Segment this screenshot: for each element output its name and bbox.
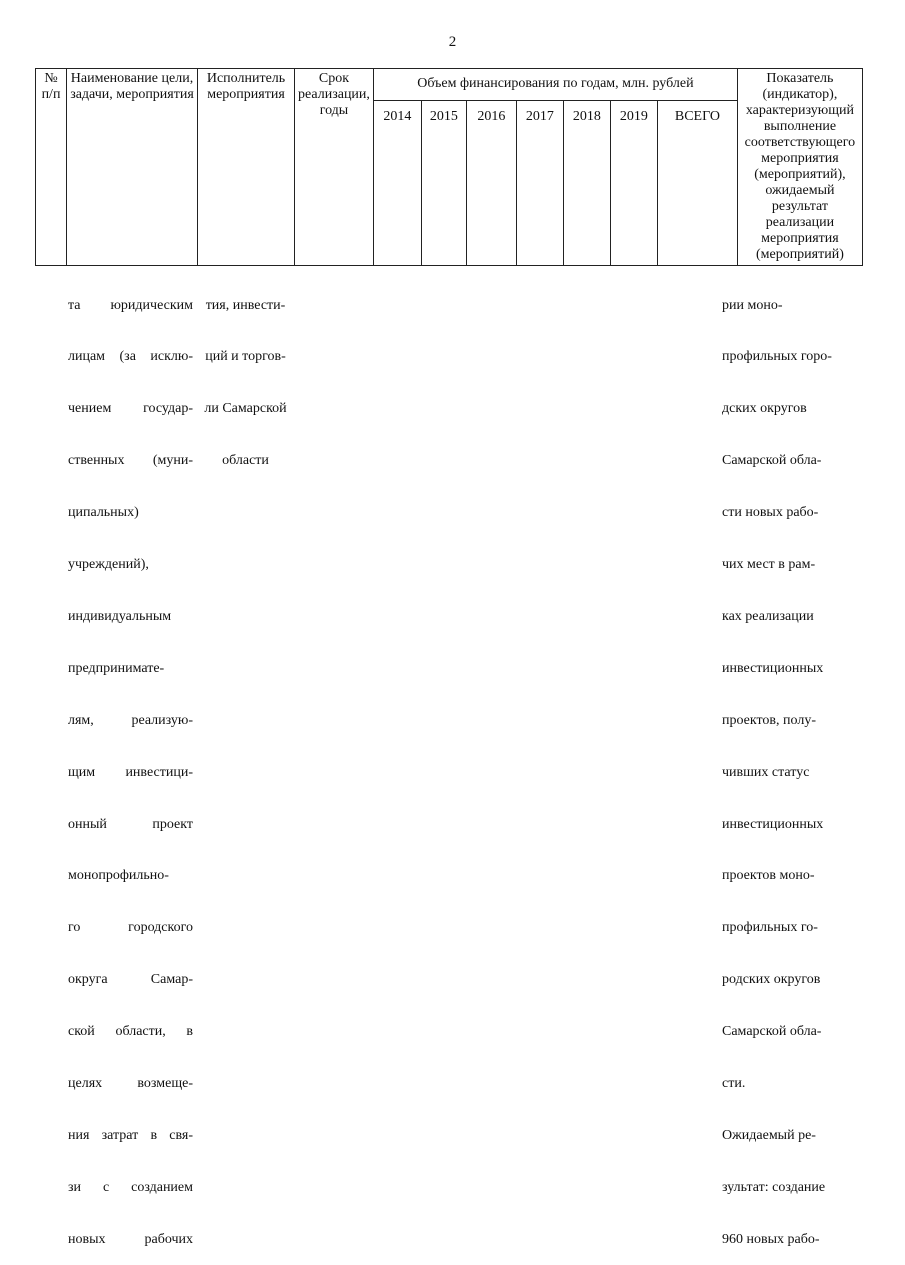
year-header: 2014: [373, 100, 421, 265]
col-executor-header: Исполнитель мероприятия: [198, 69, 295, 266]
year-header: 2015: [421, 100, 466, 265]
indicator-continuation: рии моно- профильных горо- дских округов Самарской обла- сти новых рабо- чих мест в рам- ках реализации инвестиционных проектов, полу- чивших статус инвестиционных проектов моно- профильных го- родских округов Самарской обла- сти. Ожидаемый ре- зультат: создание 960 новых рабо-: [722, 297, 832, 1247]
page-number: 2: [448, 34, 457, 50]
col-term-header: Срок реализации, годы: [295, 69, 374, 266]
name-continuation: та юридическим лицам (за исклю- чением государ- ственных (муни- ципальных) учреждений), индивидуальным предпринимате- лям, реализую- щим инвестици- онный проект монопрофильно- го городского округа Самар- ской области, в целях возмеще- ния затрат в свя- зи с созданием новых рабочих: [68, 297, 193, 1247]
col-funding-header: Объем финансирования по годам, млн. рублей: [373, 69, 737, 101]
header-table: [35, 68, 863, 266]
year-header: 2018: [563, 100, 610, 265]
col-name-header: Наименование цели, задачи, мероприятия: [67, 69, 198, 266]
total-header: ВСЕГО: [657, 100, 737, 265]
executor-continuation: тия, инвести- ций и торгов- ли Самарской области: [204, 297, 287, 469]
year-header: 2017: [516, 100, 563, 265]
year-header: 2019: [610, 100, 657, 265]
col-number-header: № п/п: [36, 69, 67, 266]
col-indicator-header: Показатель (индикатор), характеризующий выполнение соответствующего мероприятия (мероприятий), ожидаемый результат реализации мероприятия (мероприятий): [737, 69, 862, 266]
year-header: 2016: [466, 100, 516, 265]
